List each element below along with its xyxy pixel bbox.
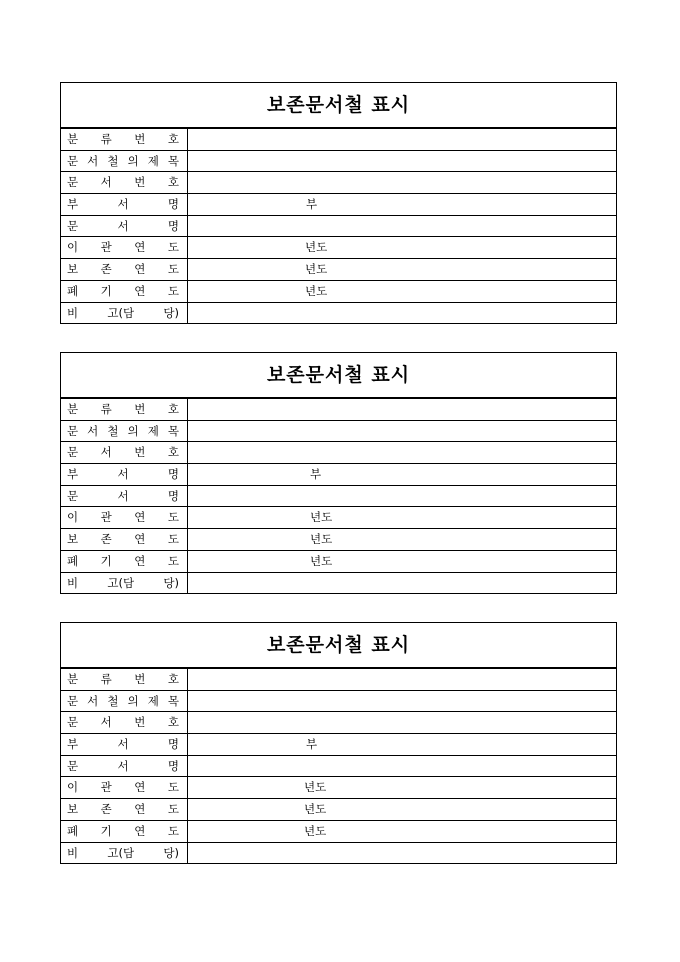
row-label bbox=[61, 777, 188, 798]
row-label-char: 기 bbox=[100, 283, 112, 298]
archive-label-form bbox=[60, 352, 617, 594]
row-value-field[interactable] bbox=[188, 194, 616, 215]
row-label-char: 호 bbox=[167, 132, 179, 146]
row-label bbox=[61, 573, 188, 594]
row-label bbox=[61, 237, 188, 258]
row-value-field[interactable] bbox=[188, 259, 616, 280]
row-value-field[interactable] bbox=[188, 129, 616, 150]
row-value-field[interactable] bbox=[188, 821, 616, 842]
row-label-char: 목 bbox=[167, 153, 179, 168]
row-label-char: 도 bbox=[167, 553, 179, 568]
row-label-char: 부 bbox=[67, 197, 79, 212]
row-label-char: 문 bbox=[67, 488, 79, 503]
row-label-char: 관 bbox=[100, 240, 112, 255]
row-label-char: 번 bbox=[134, 672, 146, 686]
row-label-char: 연 bbox=[134, 510, 146, 525]
row-label-char: 문 bbox=[67, 715, 79, 730]
row-label bbox=[61, 216, 188, 237]
year-suffix: 년도 bbox=[304, 780, 327, 795]
row-label-char: 이 bbox=[67, 240, 79, 255]
form-row bbox=[61, 398, 616, 420]
row-label-char: 보 bbox=[67, 532, 79, 547]
row-label-char: 문 bbox=[67, 218, 79, 233]
row-label-char: 비 bbox=[67, 845, 79, 860]
row-label-char: 존 bbox=[100, 532, 112, 547]
row-label-char: 명 bbox=[167, 737, 179, 752]
row-label-char: 연 bbox=[134, 553, 146, 568]
row-label-char: 문 bbox=[67, 693, 79, 708]
row-label-char: 폐 bbox=[67, 553, 79, 568]
row-value-field[interactable] bbox=[188, 734, 616, 755]
row-label-char: 번 bbox=[134, 715, 146, 730]
row-label-char: 제 bbox=[147, 693, 159, 708]
row-label-char: 류 bbox=[100, 402, 112, 416]
form-title: 보존문서철 표시 bbox=[61, 623, 616, 668]
row-label-char: 번 bbox=[134, 175, 146, 190]
form-row bbox=[61, 550, 616, 572]
row-label-char: 보 bbox=[67, 802, 79, 817]
year-suffix: 년도 bbox=[310, 510, 333, 525]
form-row bbox=[61, 528, 616, 550]
row-label-char: 분 bbox=[67, 132, 79, 146]
row-label-char: 호 bbox=[167, 715, 179, 730]
row-label-char: 번 bbox=[134, 132, 146, 146]
form-row bbox=[61, 258, 616, 280]
form-row bbox=[61, 690, 616, 712]
row-value-field[interactable] bbox=[188, 777, 616, 798]
row-value-field[interactable] bbox=[188, 712, 616, 733]
row-label-char: 고(담 bbox=[107, 845, 135, 860]
row-label-char: 존 bbox=[100, 802, 112, 817]
row-value-field[interactable] bbox=[188, 551, 616, 572]
row-label-char: 서 bbox=[117, 467, 129, 482]
row-label-char: 부 bbox=[67, 737, 79, 752]
row-label-char: 서 bbox=[117, 758, 129, 773]
row-value-field[interactable] bbox=[188, 464, 616, 485]
row-label-char: 서 bbox=[100, 445, 112, 460]
form-row bbox=[61, 171, 616, 193]
row-label-char: 명 bbox=[167, 197, 179, 212]
row-label bbox=[61, 551, 188, 572]
row-label-char: 이 bbox=[67, 780, 79, 795]
form-row bbox=[61, 572, 616, 594]
form-row bbox=[61, 668, 616, 690]
row-value-field[interactable] bbox=[188, 421, 616, 442]
row-label bbox=[61, 669, 188, 690]
row-label-char: 고(담 bbox=[107, 575, 135, 590]
row-value-field[interactable] bbox=[188, 669, 616, 690]
row-label-char: 번 bbox=[134, 402, 146, 416]
row-label bbox=[61, 821, 188, 842]
year-suffix: 년도 bbox=[305, 240, 328, 255]
row-value-field[interactable] bbox=[188, 799, 616, 820]
row-label bbox=[61, 303, 188, 324]
form-row bbox=[61, 755, 616, 777]
year-suffix: 년도 bbox=[304, 823, 327, 838]
row-value-field[interactable] bbox=[188, 399, 616, 420]
row-label bbox=[61, 799, 188, 820]
row-label-char: 제 bbox=[147, 153, 159, 168]
row-label-char: 관 bbox=[100, 510, 112, 525]
form-row bbox=[61, 463, 616, 485]
row-label-char: 당) bbox=[163, 305, 179, 320]
row-label-char: 폐 bbox=[67, 283, 79, 298]
row-label-char: 연 bbox=[134, 240, 146, 255]
row-label-char: 문 bbox=[67, 175, 79, 190]
form-row bbox=[61, 842, 616, 864]
row-value-field[interactable] bbox=[188, 281, 616, 302]
row-label-char: 비 bbox=[67, 575, 79, 590]
row-label-char: 당) bbox=[163, 575, 179, 590]
row-label-char: 기 bbox=[100, 823, 112, 838]
archive-label-form bbox=[60, 622, 617, 864]
row-label-char: 도 bbox=[167, 240, 179, 255]
form-row bbox=[61, 798, 616, 820]
row-label-char: 부 bbox=[67, 467, 79, 482]
row-label-char: 철 bbox=[107, 693, 119, 708]
row-value-field[interactable] bbox=[188, 843, 616, 864]
row-label bbox=[61, 464, 188, 485]
row-label-char: 서 bbox=[117, 218, 129, 233]
row-label-char: 서 bbox=[117, 197, 129, 212]
form-row bbox=[61, 215, 616, 237]
row-label-char: 도 bbox=[167, 780, 179, 795]
form-row bbox=[61, 302, 616, 324]
row-label-char: 도 bbox=[167, 283, 179, 298]
row-label-char: 의 bbox=[127, 153, 139, 168]
row-label-char: 서 bbox=[117, 737, 129, 752]
row-label-char: 호 bbox=[167, 175, 179, 190]
row-label-char: 기 bbox=[100, 553, 112, 568]
year-suffix: 년도 bbox=[310, 532, 333, 547]
row-value-field[interactable] bbox=[188, 486, 616, 507]
row-label-char: 서 bbox=[87, 693, 99, 708]
row-value-field[interactable] bbox=[188, 303, 616, 324]
row-label bbox=[61, 734, 188, 755]
row-label bbox=[61, 843, 188, 864]
row-label-char: 당) bbox=[163, 845, 179, 860]
archive-label-form bbox=[60, 82, 617, 324]
row-label-char: 도 bbox=[167, 802, 179, 817]
row-label-char: 도 bbox=[167, 262, 179, 277]
row-label-char: 호 bbox=[167, 445, 179, 460]
row-label-char: 이 bbox=[67, 510, 79, 525]
form-row bbox=[61, 711, 616, 733]
row-label-char: 도 bbox=[167, 823, 179, 838]
row-label bbox=[61, 691, 188, 712]
row-label-char: 분 bbox=[67, 402, 79, 416]
row-label-char: 의 bbox=[127, 423, 139, 438]
row-value-field[interactable] bbox=[188, 442, 616, 463]
row-label bbox=[61, 151, 188, 172]
row-label-char: 류 bbox=[100, 672, 112, 686]
year-suffix: 년도 bbox=[305, 283, 328, 298]
row-label-char: 서 bbox=[117, 488, 129, 503]
form-row bbox=[61, 441, 616, 463]
row-value-field[interactable] bbox=[188, 756, 616, 777]
department-suffix: 부 bbox=[310, 467, 322, 482]
row-label bbox=[61, 129, 188, 150]
form-row bbox=[61, 733, 616, 755]
form-row bbox=[61, 776, 616, 798]
form-title: 보존문서철 표시 bbox=[61, 353, 616, 398]
department-suffix: 부 bbox=[306, 737, 318, 752]
row-label-char: 연 bbox=[134, 802, 146, 817]
row-label-char: 연 bbox=[134, 780, 146, 795]
row-label-char: 번 bbox=[134, 445, 146, 460]
row-value-field[interactable] bbox=[188, 573, 616, 594]
row-label-char: 호 bbox=[167, 402, 179, 416]
row-label bbox=[61, 194, 188, 215]
row-label-char: 연 bbox=[134, 283, 146, 298]
row-label-char: 도 bbox=[167, 532, 179, 547]
row-label-char: 도 bbox=[167, 510, 179, 525]
row-label bbox=[61, 529, 188, 550]
row-label-char: 서 bbox=[87, 153, 99, 168]
row-label-char: 분 bbox=[67, 672, 79, 686]
row-label-char: 문 bbox=[67, 758, 79, 773]
form-row bbox=[61, 820, 616, 842]
row-label-char: 서 bbox=[100, 175, 112, 190]
row-label-char: 명 bbox=[167, 467, 179, 482]
form-row bbox=[61, 280, 616, 302]
row-label bbox=[61, 712, 188, 733]
row-value-field[interactable] bbox=[188, 507, 616, 528]
row-value-field[interactable] bbox=[188, 529, 616, 550]
row-label-char: 명 bbox=[167, 218, 179, 233]
form-row bbox=[61, 485, 616, 507]
row-label bbox=[61, 507, 188, 528]
row-label-char: 철 bbox=[107, 423, 119, 438]
row-label-char: 연 bbox=[134, 823, 146, 838]
row-value-field[interactable] bbox=[188, 237, 616, 258]
year-suffix: 년도 bbox=[304, 802, 327, 817]
row-label-char: 비 bbox=[67, 305, 79, 320]
row-value-field[interactable] bbox=[188, 691, 616, 712]
row-value-field[interactable] bbox=[188, 172, 616, 193]
form-row bbox=[61, 420, 616, 442]
row-label-char: 문 bbox=[67, 423, 79, 438]
row-label-char: 폐 bbox=[67, 823, 79, 838]
row-label bbox=[61, 442, 188, 463]
form-row bbox=[61, 193, 616, 215]
row-label bbox=[61, 281, 188, 302]
row-label-char: 보 bbox=[67, 262, 79, 277]
form-title: 보존문서철 표시 bbox=[61, 83, 616, 128]
row-label bbox=[61, 421, 188, 442]
row-label-char: 철 bbox=[107, 153, 119, 168]
row-label-char: 연 bbox=[134, 532, 146, 547]
row-label-char: 연 bbox=[134, 262, 146, 277]
form-row bbox=[61, 236, 616, 258]
row-label-char: 명 bbox=[167, 758, 179, 773]
row-label-char: 호 bbox=[167, 672, 179, 686]
row-label-char: 류 bbox=[100, 132, 112, 146]
form-row bbox=[61, 150, 616, 172]
form-row bbox=[61, 506, 616, 528]
row-label-char: 문 bbox=[67, 445, 79, 460]
row-label-char: 문 bbox=[67, 153, 79, 168]
row-label-char: 서 bbox=[100, 715, 112, 730]
row-label bbox=[61, 172, 188, 193]
row-label bbox=[61, 259, 188, 280]
row-value-field[interactable] bbox=[188, 216, 616, 237]
year-suffix: 년도 bbox=[310, 553, 333, 568]
row-value-field[interactable] bbox=[188, 151, 616, 172]
year-suffix: 년도 bbox=[305, 262, 328, 277]
department-suffix: 부 bbox=[306, 197, 318, 212]
row-label-char: 의 bbox=[127, 693, 139, 708]
form-row bbox=[61, 128, 616, 150]
row-label-char: 목 bbox=[167, 423, 179, 438]
row-label-char: 관 bbox=[100, 780, 112, 795]
row-label-char: 서 bbox=[87, 423, 99, 438]
row-label-char: 명 bbox=[167, 488, 179, 503]
row-label bbox=[61, 756, 188, 777]
row-label-char: 존 bbox=[100, 262, 112, 277]
row-label-char: 고(담 bbox=[107, 305, 135, 320]
row-label bbox=[61, 399, 188, 420]
row-label-char: 목 bbox=[167, 693, 179, 708]
row-label-char: 제 bbox=[147, 423, 159, 438]
row-label bbox=[61, 486, 188, 507]
